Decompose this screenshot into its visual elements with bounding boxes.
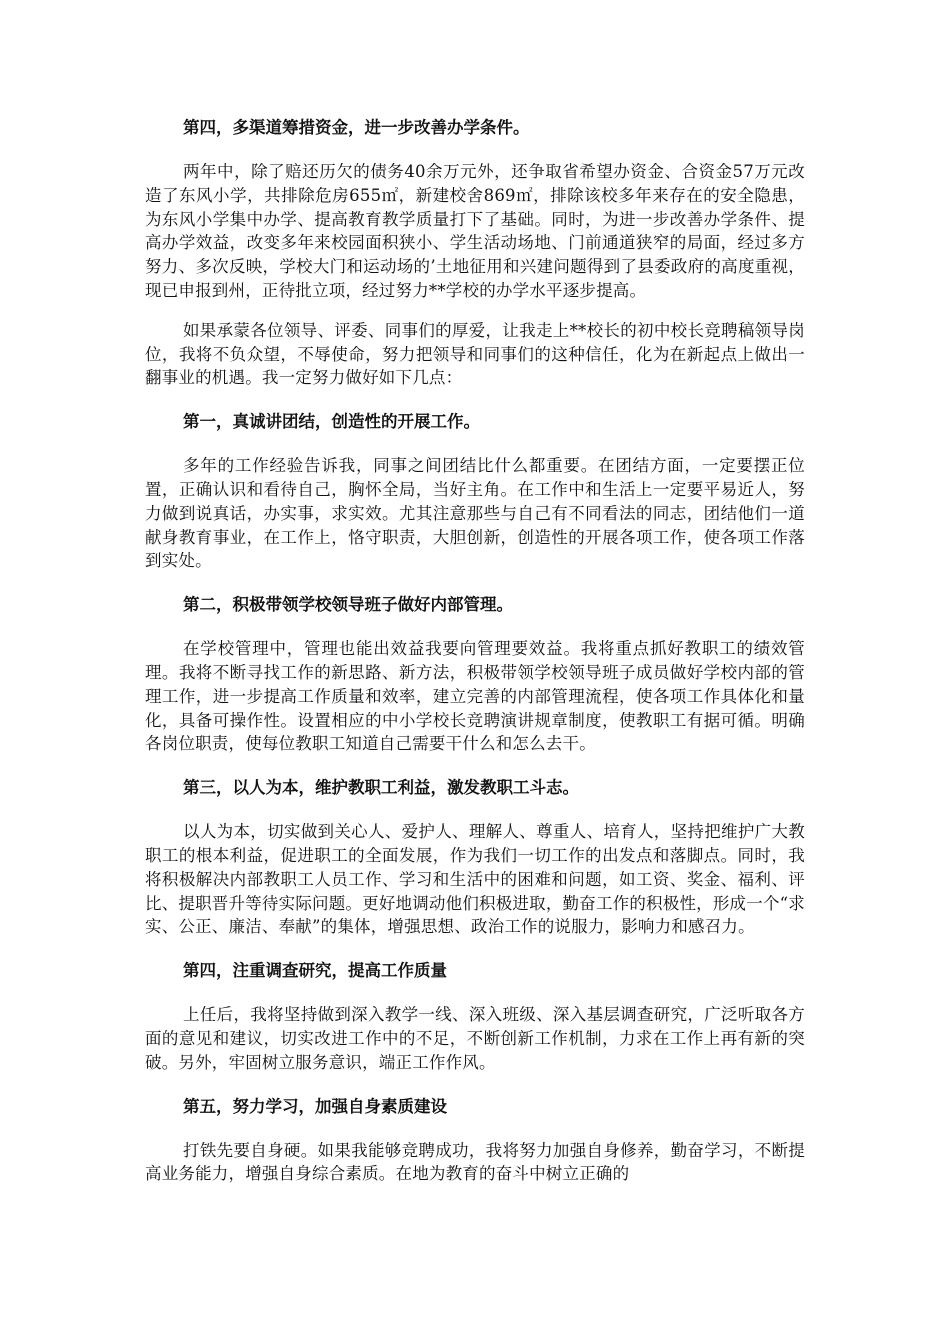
section-heading-management: 第二，积极带领学校领导班子做好内部管理。 <box>183 595 513 615</box>
section-heading-study: 第五，努力学习，加强自身素质建设 <box>183 1096 447 1116</box>
paragraph-people: 以人为本，切实做到关心人、爱护人、理解人、尊重人、培育人，坚持把维护广大教职工的根本利益，促进职工的全面发展，作为我们一切工作的出发点和落脚点。同时，我将积极解决内部教职工人员工作、学习和生活中的困难和问题，如工资、奖金、福利、评比、提职晋升等待实际问题。更好地调动他们积极进取，勤奋工作的积极性，形成一个“求实、公正、廉洁、奉献”的集体，增强思想、政治工作的说服力，影响力和感召力。 <box>145 822 805 937</box>
section-heading-fundraising: 第四，多渠道筹措资金，进一步改善办学条件。 <box>183 118 530 137</box>
section-heading-people: 第三，以人为本，维护教职工利益，激发教职工斗志。 <box>183 778 579 798</box>
paragraph-research: 上任后，我将坚持做到深入教学一线、深入班级、深入基层调查研究，广泛听取各方面的意见和建议，切实改进工作中的不足，不断创新工作机制，力求在工作上再有新的突破。另外，牢固树立服务意识，端正工作作风。 <box>145 1005 805 1072</box>
paragraph-unity: 多年的工作经验告诉我，同事之间团结比什么都重要。在团结方面，一定要摆正位置，正确认识和看待自己，胸怀全局，当好主角。在工作中和生活上一定要平易近人，努力做到说真话，办实事，求实效。尤其注意那些与自己有不同看法的同志，团结他们一道献身教育事业，在工作上，恪守职责，大胆创新，创造性的开展各项工作，使各项工作落到实处。 <box>145 456 805 571</box>
section-heading-unity: 第一，真诚讲团结，创造性的开展工作。 <box>183 412 480 432</box>
document-body <box>145 112 805 1186</box>
paragraph-fundraising: 两年中，除了赔还历欠的债务40余万元外，还争取省希望办资金、合资金57万元改造了东风小学，共排除危房655㎡，新建校舍869㎡，排除该校多年来存在的安全隐患，为东风小学集中办学、提高教育教学质量打下了基础。同时，为进一步改善办学条件、提高办学效益，改变多年来校园面积狭小、学生活动场地、门前通道狭窄的局面，经过多方努力、多次反映，学校大门和运动场的’土地征用和兴建问题得到了县委政府的高度重视，现已申报到州，正待批立项，经过努力**学校的办学水平逐步提高。 <box>145 162 805 300</box>
paragraph-study: 打铁先要自身硬。如果我能够竞聘成功，我将努力加强自身修养，勤奋学习，不断提高业务能力，增强自身综合素质。在地为教育的奋斗中树立正确的 <box>145 1140 805 1184</box>
section-heading-research: 第四，注重调查研究，提高工作质量 <box>183 961 447 981</box>
paragraph-commitment: 如果承蒙各位领导、评委、同事们的厚爱，让我走上**校长的初中校长竞聘稿领导岗位，我将不负众望，不辱使命，努力把领导和同事们的这种信任，化为在新起点上做出一翻事业的机遇。我一定努力做好如下几点： <box>145 320 805 388</box>
paragraph-management: 在学校管理中，管理也能出效益我要向管理要效益。我将重点抓好教职工的绩效管理。我将不断寻找工作的新思路、新方法，积极带领学校领导班子成员做好学校内部的管理工作，进一步提高工作质量和效率，建立完善的内部管理流程，使各项工作具体化和量化，具备可操作性。设置相应的中小学校长竞聘演讲规章制度，使教职工有据可循。明确各岗位职责，使每位教职工知道自己需要干什么和怎么去干。 <box>145 639 805 754</box>
